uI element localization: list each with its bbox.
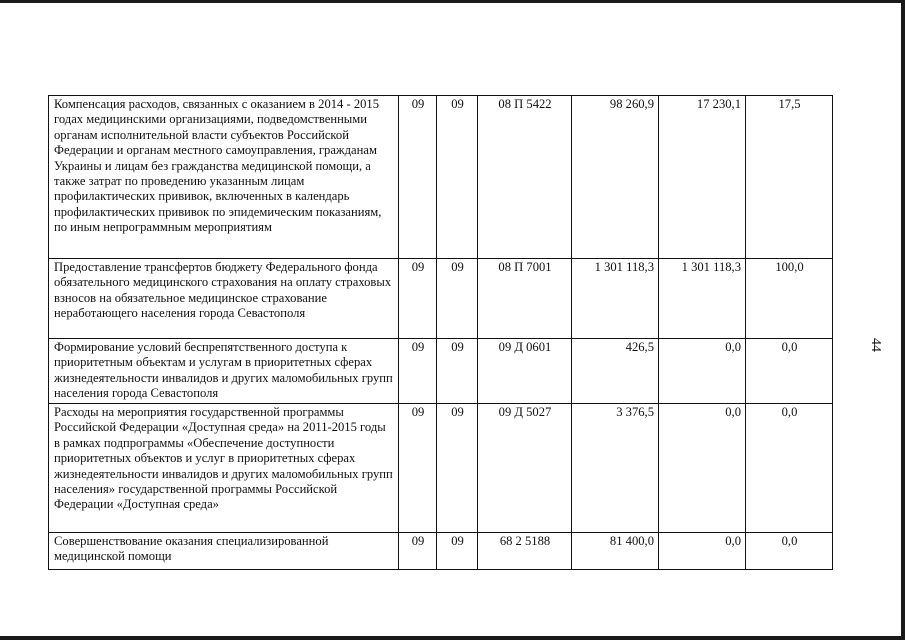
page-number: 44 (868, 338, 883, 352)
row-description: Совершенствование оказания специализированной медицинской помощи (49, 533, 399, 570)
row-description: Предоставление трансфертов бюджету Федерального фонда обязательного медицинского страхования на оплату страховых взносов на обязательное медицинское страхование неработающего населения города Севастополя (49, 259, 399, 339)
row-section-code: 09 (399, 96, 437, 259)
row-percent: 0,0 (746, 533, 833, 570)
row-percent: 100,0 (746, 259, 833, 339)
row-percent: 0,0 (746, 339, 833, 404)
row-target-article: 08 П 5422 (478, 96, 572, 259)
row-target-article: 09 Д 0601 (478, 339, 572, 404)
row-subsection-code: 09 (437, 259, 478, 339)
row-percent: 17,5 (746, 96, 833, 259)
row-subsection-code: 09 (437, 96, 478, 259)
row-target-article: 09 Д 5027 (478, 404, 572, 533)
table-row (49, 339, 833, 404)
budget-table (48, 95, 833, 570)
row-actual-amount: 1 301 118,3 (659, 259, 746, 339)
table-row (49, 533, 833, 570)
row-planned-amount: 98 260,9 (572, 96, 659, 259)
row-actual-amount: 0,0 (659, 404, 746, 533)
row-target-article: 68 2 5188 (478, 533, 572, 570)
row-target-article: 08 П 7001 (478, 259, 572, 339)
scan-border-bottom (0, 636, 905, 640)
row-section-code: 09 (399, 533, 437, 570)
table-row (49, 96, 833, 259)
row-section-code: 09 (399, 404, 437, 533)
row-planned-amount: 3 376,5 (572, 404, 659, 533)
row-section-code: 09 (399, 259, 437, 339)
row-actual-amount: 0,0 (659, 339, 746, 404)
row-planned-amount: 81 400,0 (572, 533, 659, 570)
scan-border-right (901, 0, 905, 640)
row-subsection-code: 09 (437, 339, 478, 404)
row-description: Формирование условий беспрепятственного доступа к приоритетным объектам и услугам в приоритетных сферах жизнедеятельности инвалидов и других маломобильных групп населения города Севастополя (49, 339, 399, 404)
row-actual-amount: 0,0 (659, 533, 746, 570)
row-subsection-code: 09 (437, 404, 478, 533)
row-actual-amount: 17 230,1 (659, 96, 746, 259)
row-section-code: 09 (399, 339, 437, 404)
row-planned-amount: 1 301 118,3 (572, 259, 659, 339)
row-description: Компенсация расходов, связанных с оказанием в 2014 - 2015 годах медицинскими организациями, подведомственными органам исполнительной власти субъектов Российской Федерации и органам местного самоуправления, гражданам Украины и лицам без гражданства медицинской помощи, а также затрат по проведению указанным лицам профилактических прививок, включенных в календарь профилактических прививок по эпидемическим показаниям, по иным непрограммным мероприятиям (49, 96, 399, 259)
table-row (49, 259, 833, 339)
scan-border-top (0, 0, 905, 3)
row-planned-amount: 426,5 (572, 339, 659, 404)
table-row (49, 404, 833, 533)
row-subsection-code: 09 (437, 533, 478, 570)
row-description: Расходы на мероприятия государственной программы Российской Федерации «Доступная среда» на 2011-2015 годы в рамках подпрограммы «Обеспечение доступности приоритетных объектов и услуг в приоритетных сферах жизнедеятельности инвалидов и других маломобильных групп населения» государственной программы Российской Федерации «Доступная среда» (49, 404, 399, 533)
row-percent: 0,0 (746, 404, 833, 533)
